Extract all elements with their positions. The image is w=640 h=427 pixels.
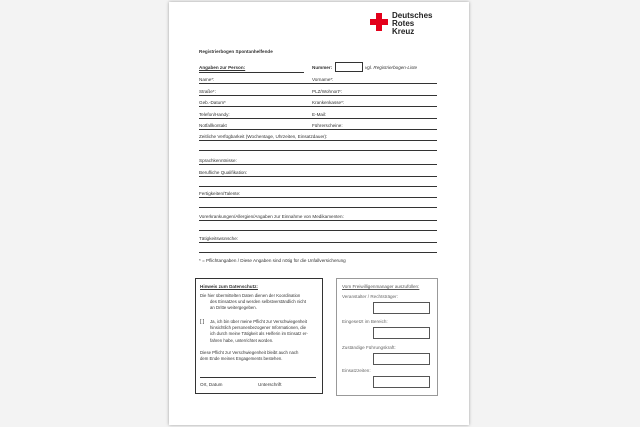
logo-line-3: Kreuz <box>392 27 415 37</box>
privacy-text-1: Die hier übermittelten Daten dienen der Koordination des Einsatzes und werden selbstverständlich nicht an Dritte weitergegeben. <box>200 293 307 311</box>
field-vorname-label: Vorname*: <box>312 77 334 82</box>
logo-wordmark <box>392 12 432 37</box>
privacy-panel <box>195 278 323 394</box>
field-name-label: Name*: <box>199 77 215 82</box>
signature-line[interactable] <box>200 377 316 378</box>
medical-label: Vorerkrankungen/Allergien/Angaben zur Einnahme von Medikamenten: <box>199 214 344 219</box>
manager-heading: Vom Freiwilligenmanager auszufüllen: <box>342 284 420 289</box>
field-notfall-line[interactable] <box>199 129 437 130</box>
availability-line-2[interactable] <box>199 150 437 151</box>
manager-f3-input[interactable] <box>373 353 430 365</box>
languages-label: Sprachkenntnisse: <box>199 158 237 163</box>
footnote: * = Pflichtangaben / Diese Angaben sind nötig für die Unfallversicherung <box>199 258 346 263</box>
logo-line-1: Deutsches <box>392 11 433 20</box>
qualification-line-2[interactable] <box>199 186 437 187</box>
availability-line-1[interactable] <box>199 140 437 141</box>
skills-label: Fertigkeiten/Talente: <box>199 191 241 196</box>
field-notfall-label: Notfallkontakt <box>199 123 227 128</box>
field-name-line[interactable] <box>199 83 437 84</box>
manager-f3-label: Zuständige Führungskraft: <box>342 345 396 350</box>
date-label: Ort, Datum <box>200 382 223 387</box>
languages-line[interactable] <box>199 164 437 165</box>
manager-f1-input[interactable] <box>373 302 430 314</box>
nummer-input-box[interactable] <box>335 62 363 72</box>
privacy-text-3: Diese Pflicht zur Verschwiegenheit bleibt auch nach dem Ende meines Engagements bestehen. <box>200 350 299 362</box>
skills-line-2[interactable] <box>199 207 437 208</box>
manager-f4-label: Einsatzzeiten: <box>342 368 371 373</box>
skills-line-1[interactable] <box>199 197 437 198</box>
field-plz-label: PLZ/Wohnort*: <box>312 89 343 94</box>
manager-f1-label: Veranstalter / Rechtsträger: <box>342 294 398 299</box>
field-fuehrerschein-label: Führerscheine: <box>312 123 343 128</box>
section-person-heading: Angaben zur Person: <box>199 65 246 70</box>
field-email-label: E-Mail: <box>312 112 327 117</box>
form-title: Registrierbogen Spontanhelfende <box>199 49 273 54</box>
field-gebdatum-label: Geb.-Datum* <box>199 100 226 105</box>
wishes-label: Tätigkeitswünsche: <box>199 236 239 241</box>
field-strasse-line[interactable] <box>199 95 437 96</box>
consent-checkbox[interactable]: [ ] <box>200 319 205 325</box>
field-telefon-line[interactable] <box>199 118 437 119</box>
wishes-line-1[interactable] <box>199 242 437 243</box>
manager-panel <box>336 278 438 396</box>
field-telefon-label: Telefon/Handy: <box>199 112 230 117</box>
field-krankenkasse-label: Krankenkasse*: <box>312 100 345 105</box>
qualification-line-1[interactable] <box>199 176 437 177</box>
privacy-text-2: Ja, ich bin über meine Pflicht zur Verschwiegenheit hinsichtlich personenbezogener Informationen, die ich durch meine Tätigkeit als Helferin im Einsatz er- fahren habe, unterrichtet worden. <box>210 319 308 343</box>
nummer-label: Nummer: <box>312 65 333 70</box>
availability-label: Zeitliche Verfügbarkeit (Wochentage, Uhrzeiten, Einsatzdauer): <box>199 134 328 139</box>
medical-line-2[interactable] <box>199 230 437 231</box>
field-gebdatum-line[interactable] <box>199 106 437 107</box>
manager-f4-input[interactable] <box>373 376 430 388</box>
logo-line-2: Rotes <box>392 19 415 29</box>
signature-label: Unterschrift <box>258 382 282 387</box>
wishes-line-2[interactable] <box>199 252 437 253</box>
red-cross-icon <box>370 13 388 31</box>
nummer-note: vgl. Registrierbogen-Liste <box>365 65 418 70</box>
privacy-heading: Hinweis zum Datenschutz: <box>200 284 258 289</box>
document-page <box>169 2 469 425</box>
field-strasse-label: Straße*: <box>199 89 216 94</box>
medical-line-1[interactable] <box>199 220 437 221</box>
qualification-label: Berufliche Qualifikation: <box>199 170 248 175</box>
manager-f2-input[interactable] <box>373 327 430 339</box>
manager-f2-label: Eingesetzt im Bereich: <box>342 319 388 324</box>
